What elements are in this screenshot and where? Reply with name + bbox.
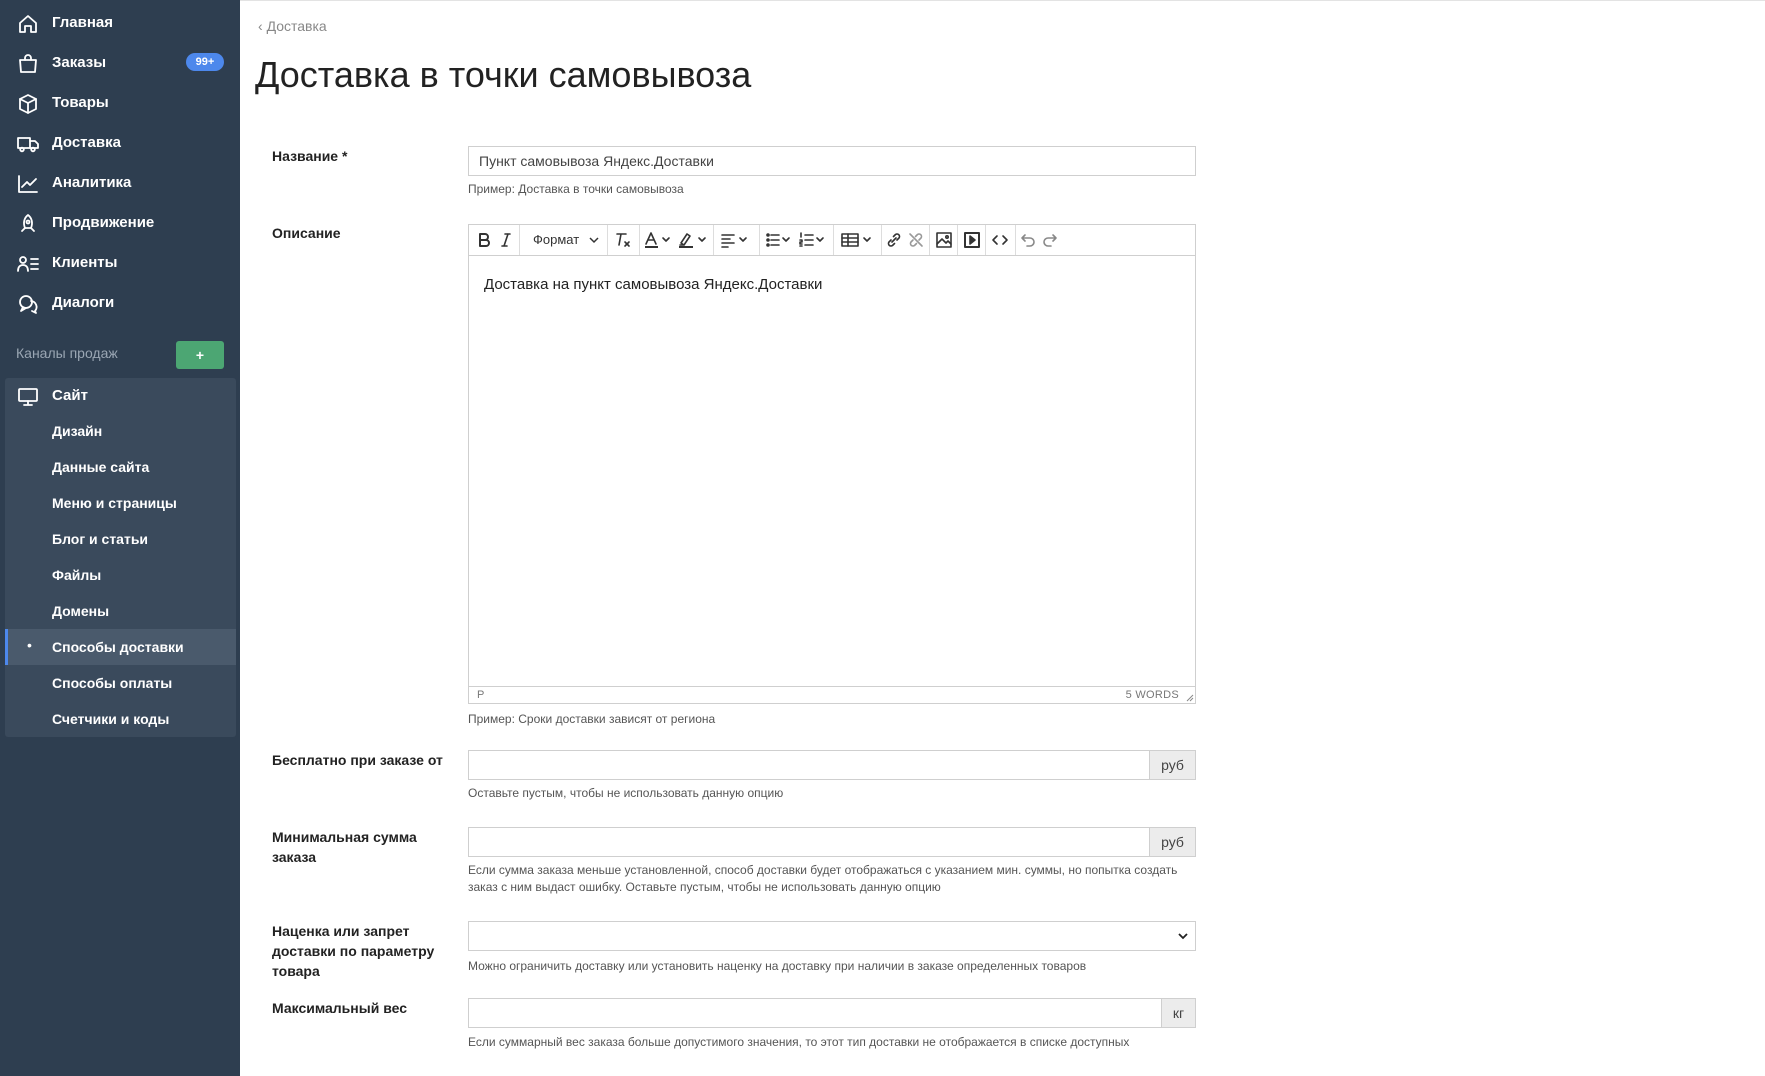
numbered-list-button[interactable] [797,225,831,255]
rocket-icon [16,212,40,236]
name-label: Название * [272,148,348,164]
sidebar-item-site-data[interactable] [5,449,236,485]
format-dropdown[interactable] [525,225,605,255]
nav-label: Аналитика [52,174,132,191]
table-button[interactable] [837,225,877,255]
nav-home[interactable] [0,4,240,42]
chat-icon [16,292,40,316]
min-sum-hint-line: заказ с ним выдаст ошибку. Оставьте пустым, чтобы не использовать данную опцию [468,880,941,894]
nav-analytics[interactable] [0,164,240,202]
word-count: 5 WORDS [1125,689,1179,701]
sidebar-item-label: Меню и страницы [52,495,177,511]
image-button[interactable] [931,225,957,255]
sidebar [0,0,240,1076]
nav-label: Доставка [52,134,121,151]
sidebar-item-payment-methods[interactable] [5,665,236,701]
link-button[interactable] [883,225,905,255]
weight-unit-addon: кг [1162,998,1196,1028]
bullet-list-button[interactable] [763,225,797,255]
editor-statusbar [469,686,1195,703]
markup-label-line: Наценка или запрет [272,923,410,939]
home-icon [16,12,40,36]
min-sum-hint [468,862,1177,896]
nav-products[interactable] [0,84,240,122]
min-sum-label [272,827,417,867]
unlink-button[interactable] [905,225,927,255]
description-editor [468,224,1196,704]
sidebar-item-label: Способы доставки [52,639,184,655]
clear-format-button[interactable] [611,225,635,255]
editor-content[interactable]: Доставка на пункт самовывоза Яндекс.Доставки [484,276,823,293]
channels-label: Каналы продаж [16,345,118,361]
active-bullet-icon: • [27,637,32,653]
orders-count-badge: 99+ [186,53,224,71]
name-hint: Пример: Доставка в точки самовывоза [468,182,684,196]
text-color-button[interactable] [641,225,675,255]
top-divider [240,0,1765,1]
breadcrumb-link[interactable]: Доставка [266,18,327,34]
redo-button[interactable] [1039,225,1061,255]
users-list-icon [16,252,40,276]
currency-addon: руб [1150,827,1196,857]
currency-addon: руб [1150,750,1196,780]
sidebar-item-label: Счетчики и коды [52,711,170,727]
chevron-down-icon [589,235,599,245]
min-sum-label-line: заказа [272,849,317,865]
format-label: Формат [533,232,580,247]
nav-dialogs[interactable] [0,284,240,322]
sidebar-item-label: Способы оплаты [52,675,173,691]
nav-promotion[interactable] [0,204,240,242]
sidebar-item-files[interactable] [5,557,236,593]
free-from-input[interactable] [468,750,1150,780]
description-label: Описание [272,225,341,241]
sidebar-item-menu-pages[interactable] [5,485,236,521]
chart-icon [16,172,40,196]
resize-handle-icon[interactable] [1186,694,1194,702]
sidebar-item-delivery-methods[interactable] [5,629,236,665]
chevron-down-icon [1177,930,1189,942]
nav-site[interactable] [0,377,240,415]
description-hint: Пример: Сроки доставки зависят от региона [468,712,716,726]
name-input[interactable] [468,146,1196,176]
sidebar-item-blog[interactable] [5,521,236,557]
markup-label-line: доставки по параметру [272,943,435,959]
page-title: Доставка в точки самовывоза [255,54,752,95]
bold-button[interactable] [473,225,495,255]
markup-hint: Можно ограничить доставку или установить наценку на доставку при наличии в заказе определенных товаров [468,959,1087,973]
nav-label: Заказы [52,54,107,71]
add-channel-button[interactable]: + [176,341,224,369]
source-code-button[interactable] [987,225,1013,255]
nav-label: Сайт [52,387,88,404]
video-button[interactable] [959,225,985,255]
sidebar-item-label: Данные сайта [52,459,150,475]
markup-select[interactable] [468,921,1196,951]
breadcrumb[interactable] [258,18,327,34]
nav-label: Клиенты [52,254,118,271]
sidebar-item-domains[interactable] [5,593,236,629]
nav-delivery[interactable] [0,124,240,162]
max-weight-input[interactable] [468,998,1162,1028]
chevron-left-icon: ‹ [258,18,267,34]
nav-clients[interactable] [0,244,240,282]
truck-icon [16,132,40,156]
nav-label: Главная [52,14,114,31]
sidebar-item-counters[interactable] [5,701,236,737]
max-weight-label: Максимальный вес [272,1000,408,1016]
free-from-hint: Оставьте пустым, чтобы не использовать данную опцию [468,786,784,800]
sidebar-item-label: Блог и статьи [52,531,149,547]
editor-toolbar [469,225,1195,256]
sidebar-item-label: Файлы [52,567,102,583]
markup-label-line: товара [272,963,320,979]
element-path[interactable]: P [477,689,485,701]
nav-label: Продвижение [52,214,155,231]
markup-label [272,921,434,981]
free-from-label: Бесплатно при заказе от [272,752,443,768]
min-sum-label-line: Минимальная сумма [272,829,417,845]
bag-icon [16,52,40,76]
italic-button[interactable] [495,225,517,255]
monitor-icon [16,385,40,409]
undo-button[interactable] [1017,225,1039,255]
sidebar-item-label: Дизайн [52,423,103,439]
align-button[interactable] [717,225,755,255]
max-weight-hint: Если суммарный вес заказа больше допустимого значения, то этот тип доставки не отображается в списке доступных [468,1035,1130,1049]
min-sum-input[interactable] [468,827,1150,857]
min-sum-hint-line: Если сумма заказа меньше установленной, способ доставки будет отображаться с указанием мин. суммы, но попытка создать [468,863,1178,877]
sidebar-item-design[interactable] [5,413,236,449]
nav-label: Товары [52,94,109,111]
highlight-color-button[interactable] [675,225,711,255]
nav-label: Диалоги [52,294,115,311]
sidebar-item-label: Домены [52,603,110,619]
box-icon [16,92,40,116]
